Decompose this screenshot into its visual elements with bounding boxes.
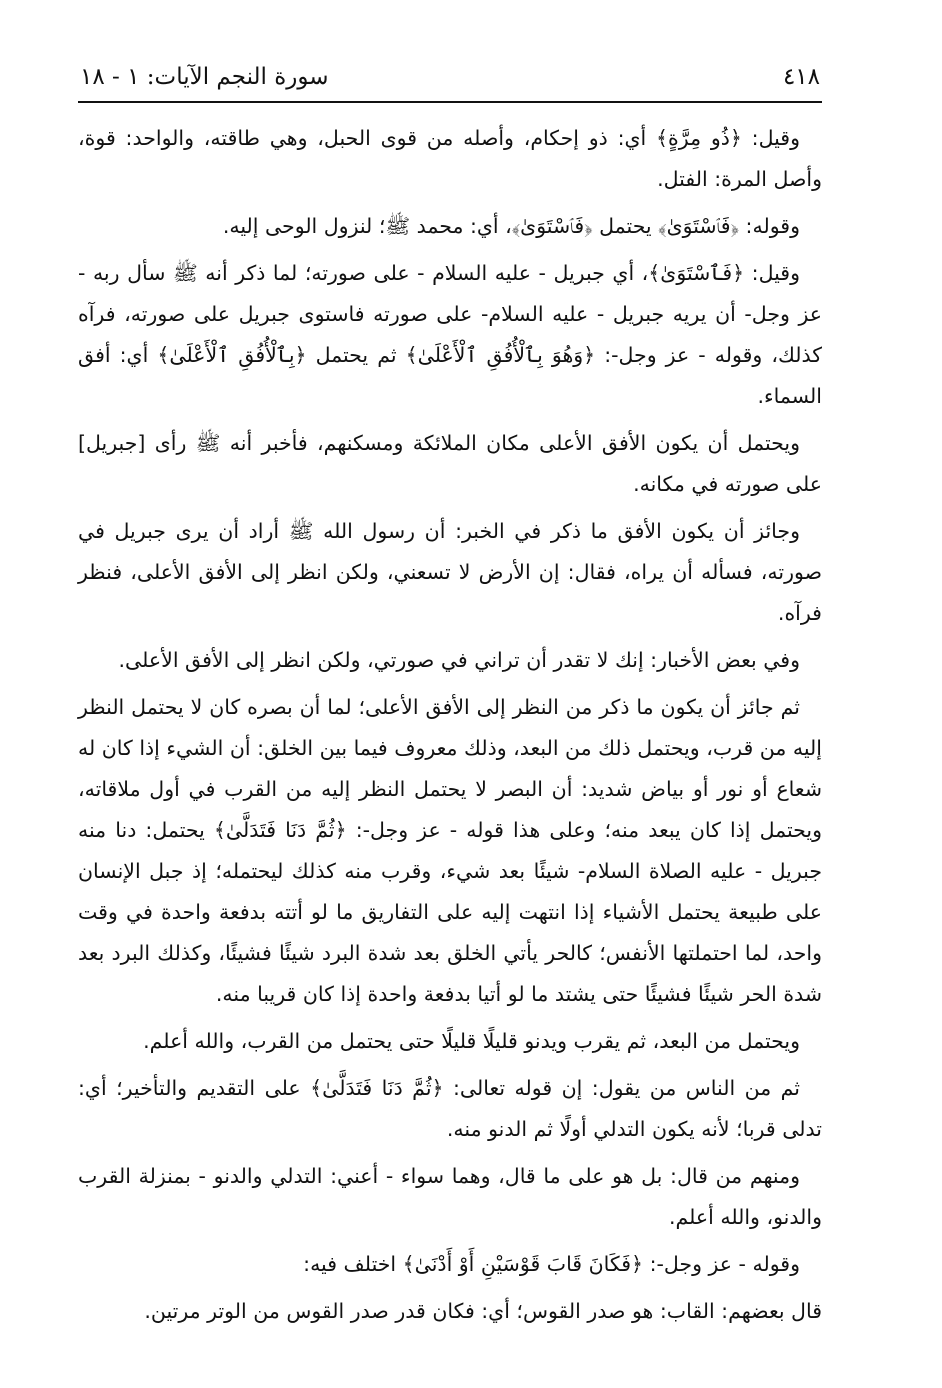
paragraph-7: ثم جائز أن يكون ما ذكر من النظر إلى الأفق الأعلى؛ لما أن بصره كان لا يحتمل النظر إليه من قرب، ويحتمل ذلك من البعد، وذلك معروف فيما بين الخلق: أن الشيء إذا كان له شعاع أو نور أو بياض شديد: أن البصر لا يحتمل النظر إليه من القرب في أول ملاقاته، ويحتمل إذا كان يبعد منه؛ وعلى هذا قوله - عز وجل-: ﴿ثُمَّ دَنَا فَتَدَلَّىٰ﴾ يحتمل: دنا منه جبريل - عليه الصلاة السلام- شيئًا بعد شيء، وقرب منه كذلك ليحتمله؛ إذ جبل الإنسان على طبيعة يحتمل الأشياء إذا انتهت إليه على التفاريق ما لو أتته بدفعة واحدة في وقت واحد، لما احتملتها الأنفس؛ كالحر يأتي الخلق بعد شدة البرد شيئًا فشيئًا، وكذلك البرد بعد شدة الحر شيئًا فشيئًا حتى يشتد ما لو أتيا بدفعة واحدة إذا كان قريبا منه. — [78, 695, 822, 1006]
paragraph-3: وقيل: ﴿فَٱسْتَوَىٰ﴾، أي جبريل - عليه السلام - على صورته؛ لما ذكر أنه ﷺ سأل ربه - عز وجل- أن يريه جبريل - عليه السلام- على صورته فاستوى جبريل على صورته، فرآه كذلك، وقوله - عز وجل-: ﴿وَهُوَ بِٱلْأُفُقِ ٱلْأَعْلَىٰ﴾ ثم يحتمل ﴿بِٱلْأُفُقِ ٱلْأَعْلَىٰ﴾ أي: أفق السماء. — [78, 261, 822, 408]
paragraph-5: وجائز أن يكون الأفق ما ذكر في الخبر: أن رسول الله ﷺ أراد أن يرى جبريل في صورته، فسأله أن يراه، فقال: إن الأرض لا تسعني، ولكن انظر إلى الأفق الأعلى، فنظر فرآه. — [78, 519, 822, 625]
paragraph-9: ثم من الناس من يقول: إن قوله تعالى: ﴿ثُمَّ دَنَا فَتَدَلَّىٰ﴾ على التقديم والتأخير؛ أي: تدلى قربا؛ لأنه يكون التدلي أولًا ثم الدنو منه. — [78, 1076, 822, 1141]
paragraph-6: وفي بعض الأخبار: إنك لا تقدر أن تراني في صورتي، ولكن انظر إلى الأفق الأعلى. — [118, 648, 800, 672]
paragraph-1: وقيل: ﴿ذُو مِرَّةٍ﴾ أي: ذو إحكام، وأصله من قوى الحبل، وهي طاقته، والواحد: قوة، وأصل المرة: الفتل. — [78, 126, 822, 191]
header-divider — [78, 101, 822, 103]
paragraph-2: وقوله: ﴿فَٱسْتَوَىٰ﴾ يحتمل ﴿فَٱسْتَوَىٰ﴾، أي: محمد ﷺ؛ لنزول الوحى إليه. — [222, 214, 800, 238]
paragraph-10: ومنهم من قال: بل هو على ما قال، وهما سواء - أعني: التدلي والدنو - بمنزلة القرب والدنو، والله أعلم. — [78, 1164, 822, 1229]
page-body — [78, 118, 822, 1338]
paragraph-11: وقوله - عز وجل-: ﴿فَكَانَ قَابَ قَوْسَيْنِ أَوْ أَدْنَىٰ﴾ اختلف فيه: — [303, 1252, 800, 1276]
page-number: ٤١٨ — [782, 64, 820, 90]
paragraph-8: ويحتمل من البعد، ثم يقرب ويدنو قليلًا قليلًا حتى يحتمل من القرب، والله أعلم. — [143, 1029, 800, 1053]
running-title: سورة النجم الآيات: ١ - ١٨ — [80, 64, 329, 90]
paragraph-12: قال بعضهم: القاب: هو صدر القوس؛ أي: فكان قدر صدر القوس من الوتر مرتين. — [144, 1299, 822, 1323]
paragraph-4: ويحتمل أن يكون الأفق الأعلى مكان الملائكة ومسكنهم، فأخبر أنه ﷺ رأى [جبريل] على صورته في مكانه. — [78, 431, 822, 496]
page-header — [80, 58, 820, 98]
